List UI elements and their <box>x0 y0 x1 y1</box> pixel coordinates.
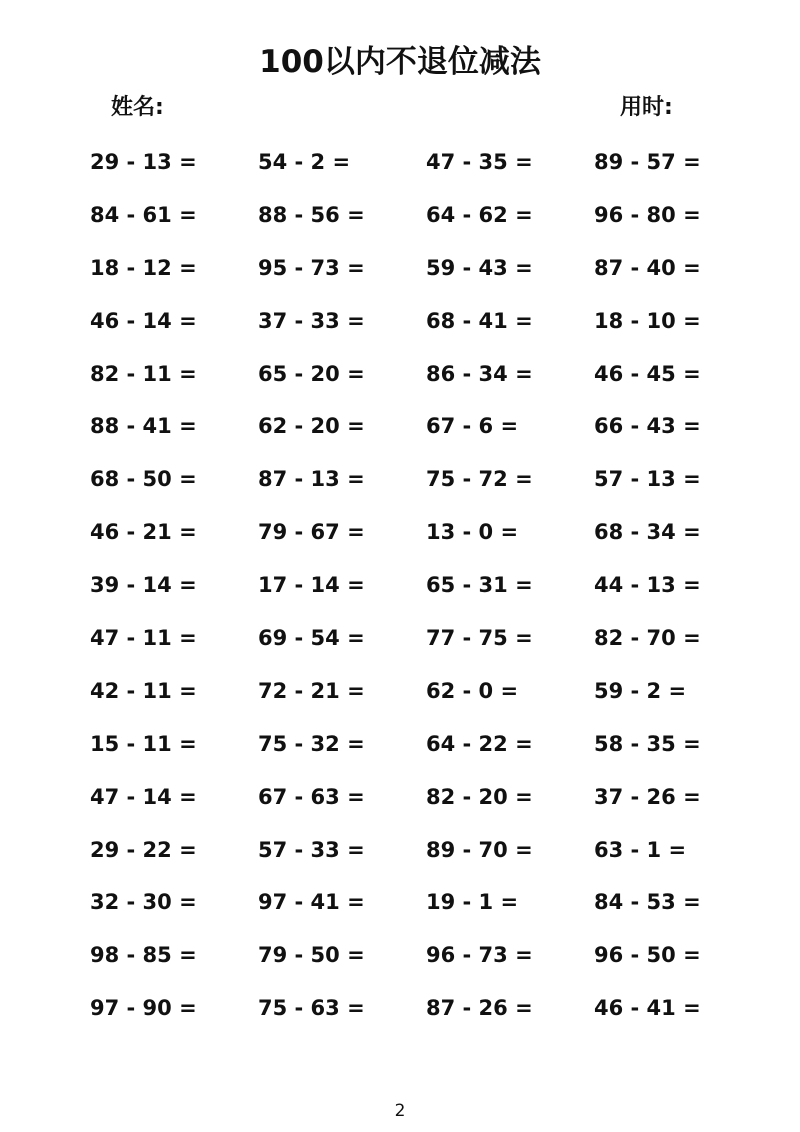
problem-item: 84 - 53 = <box>594 890 701 915</box>
problem-item: 87 - 13 = <box>258 467 365 492</box>
problem-item: 47 - 35 = <box>426 150 533 174</box>
problem-item: 72 - 21 = <box>258 678 365 703</box>
problem-item: 19 - 1 = <box>426 890 519 915</box>
problem-item: 39 - 14 = <box>90 573 197 598</box>
problem-item: 46 - 41 = <box>594 996 701 1021</box>
problem-item: 67 - 6 = <box>426 414 519 439</box>
problem-item: 88 - 56 = <box>258 202 365 227</box>
problem-item: 15 - 11 = <box>90 731 197 756</box>
problem-item: 62 - 0 = <box>426 678 519 703</box>
problem-item: 89 - 70 = <box>426 837 533 862</box>
problem-item: 65 - 20 = <box>258 361 365 386</box>
problem-item: 89 - 57 = <box>594 150 701 174</box>
problem-item: 75 - 72 = <box>426 467 533 492</box>
problem-item: 86 - 34 = <box>426 361 533 386</box>
time-label: 用时: <box>620 95 673 120</box>
problem-item: 64 - 62 = <box>426 202 533 227</box>
problem-item: 82 - 70 = <box>594 626 701 651</box>
problem-item: 87 - 26 = <box>426 996 533 1021</box>
problem-item: 37 - 33 = <box>258 308 365 333</box>
problem-item: 59 - 2 = <box>594 678 687 703</box>
problem-item: 69 - 54 = <box>258 626 365 651</box>
problem-item: 96 - 73 = <box>426 943 533 968</box>
problem-item: 54 - 2 = <box>258 150 351 174</box>
problem-item: 98 - 85 = <box>90 943 197 968</box>
problem-item: 82 - 11 = <box>90 361 197 386</box>
problem-item: 96 - 80 = <box>594 202 701 227</box>
problem-item: 75 - 63 = <box>258 996 365 1021</box>
problem-item: 13 - 0 = <box>426 520 519 545</box>
problem-item: 67 - 63 = <box>258 784 365 809</box>
problem-item: 46 - 45 = <box>594 361 701 386</box>
problem-item: 47 - 14 = <box>90 784 197 809</box>
problem-item: 97 - 41 = <box>258 890 365 915</box>
problem-item: 66 - 43 = <box>594 414 701 439</box>
name-label: 姓名: <box>111 95 164 120</box>
problem-item: 79 - 67 = <box>258 520 365 545</box>
problem-item: 42 - 11 = <box>90 678 197 703</box>
problem-item: 63 - 1 = <box>594 837 687 862</box>
problem-item: 46 - 14 = <box>90 308 197 333</box>
problem-item: 75 - 32 = <box>258 731 365 756</box>
problem-item: 18 - 10 = <box>594 308 701 333</box>
problem-item: 62 - 20 = <box>258 414 365 439</box>
problem-item: 68 - 41 = <box>426 308 533 333</box>
problem-item: 57 - 33 = <box>258 837 365 862</box>
problem-item: 47 - 11 = <box>90 626 197 651</box>
problem-item: 88 - 41 = <box>90 414 197 439</box>
problem-item: 29 - 13 = <box>90 150 197 174</box>
problem-item: 44 - 13 = <box>594 573 701 598</box>
problem-item: 65 - 31 = <box>426 573 533 598</box>
problem-item: 29 - 22 = <box>90 837 197 862</box>
page-title: 100以内不退位减法 <box>259 44 541 80</box>
problem-item: 82 - 20 = <box>426 784 533 809</box>
problem-item: 46 - 21 = <box>90 520 197 545</box>
problem-item: 57 - 13 = <box>594 467 701 492</box>
problem-item: 84 - 61 = <box>90 202 197 227</box>
problem-grid <box>90 145 770 1044</box>
problem-item: 77 - 75 = <box>426 626 533 651</box>
problem-item: 58 - 35 = <box>594 731 701 756</box>
problem-item: 59 - 43 = <box>426 255 533 280</box>
problem-item: 87 - 40 = <box>594 255 701 280</box>
problem-item: 18 - 12 = <box>90 255 197 280</box>
problem-item: 68 - 34 = <box>594 520 701 545</box>
problem-item: 68 - 50 = <box>90 467 197 492</box>
problem-item: 32 - 30 = <box>90 890 197 915</box>
problem-item: 79 - 50 = <box>258 943 365 968</box>
problem-item: 37 - 26 = <box>594 784 701 809</box>
problem-item: 64 - 22 = <box>426 731 533 756</box>
page-number: 2 <box>394 1101 406 1121</box>
problem-item: 97 - 90 = <box>90 996 197 1021</box>
problem-item: 17 - 14 = <box>258 573 365 598</box>
problem-item: 96 - 50 = <box>594 943 701 968</box>
problem-item: 95 - 73 = <box>258 255 365 280</box>
